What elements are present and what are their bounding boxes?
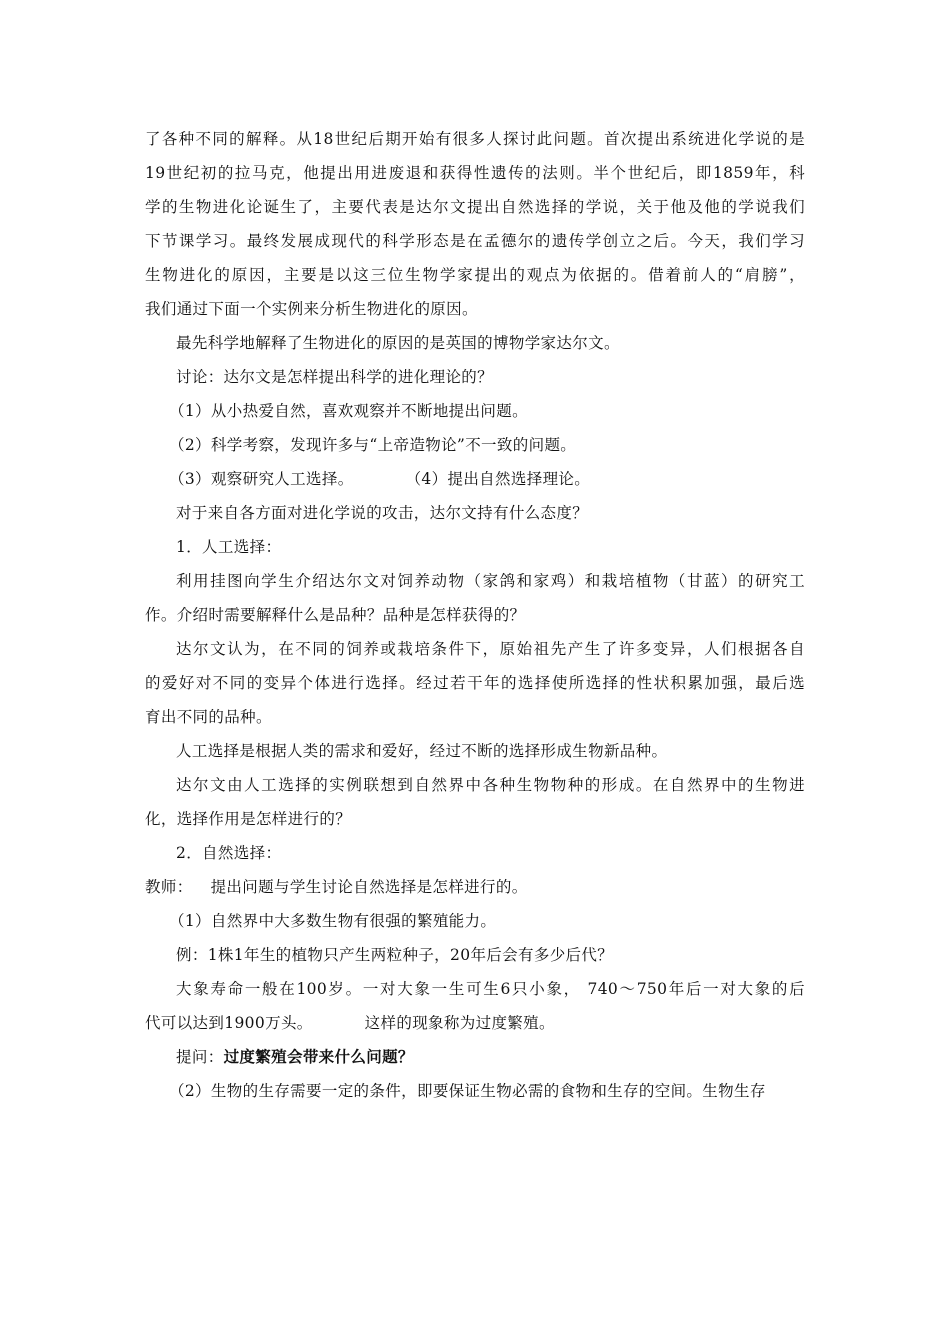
para1-line-4: 下节课学习。最终发展成现代的科学形态是在孟德尔的遗传学创立之后。今天，我们学习 bbox=[145, 232, 805, 250]
para1-line-2: 19世纪初的拉马克，他提出用进废退和获得性遗传的法则。半个世纪后，即1859年，科 bbox=[145, 164, 805, 182]
wallchart-line-2: 作。介绍时需要解释什么是品种？品种是怎样获得的？ bbox=[145, 606, 526, 624]
darwin-thinks-line-2: 的爱好对不同的变异个体进行选择。经过若干年的选择使所选择的性状积累加强，最后选 bbox=[145, 674, 805, 692]
list-item-2: （2）科学考察，发现许多与“上帝造物论”不一致的问题。 bbox=[169, 436, 577, 454]
elephant-line-1: 大象寿命一般在100岁。一对大象一生可生6只小象， 740～750年后一对大象的后 bbox=[176, 980, 805, 998]
artificial-selection-definition: 人工选择是根据人类的需求和爱好，经过不断的选择形成生物新品种。 bbox=[176, 742, 668, 760]
darwin-paragraph: 最先科学地解释了生物进化的原因的是英国的博物学家达尔文。 bbox=[176, 334, 620, 352]
attitude-question: 对于来自各方面对进化学说的攻击，达尔文持有什么态度？ bbox=[176, 504, 589, 522]
nature-line-2: 化，选择作用是怎样进行的？ bbox=[145, 810, 352, 828]
elephant-line-2 bbox=[145, 1006, 805, 1040]
darwin-thinks-line-3: 育出不同的品种。 bbox=[145, 708, 272, 726]
teacher-line bbox=[145, 870, 805, 904]
heading-artificial-selection: 1．人工选择： bbox=[176, 538, 282, 556]
reproduction-point: （1）自然界中大多数生物有很强的繁殖能力。 bbox=[169, 912, 497, 930]
list-items-3-4 bbox=[145, 462, 805, 496]
para1-line-3: 学的生物进化论诞生了，主要代表是达尔文提出自然选择的学说，关于他及他的学说我们 bbox=[145, 198, 805, 216]
question-line bbox=[145, 1040, 805, 1074]
teacher-text: 提出问题与学生讨论自然选择是怎样进行的。 bbox=[210, 878, 528, 896]
para1-line-5: 生物进化的原因，主要是以这三位生物学家提出的观点为依据的。借着前人的“肩膀”， bbox=[145, 266, 805, 284]
elephant-tail: 这样的现象称为过度繁殖。 bbox=[364, 1014, 555, 1032]
heading-natural-selection: 2．自然选择： bbox=[176, 844, 282, 862]
list-item-4: （4）提出自然选择理论。 bbox=[405, 470, 591, 488]
para1-line-1: 了各种不同的解释。从18世纪后期开始有很多人探讨此问题。首次提出系统进化学说的是 bbox=[145, 130, 805, 148]
list-item-3: （3）观察研究人工选择。 bbox=[169, 470, 354, 488]
question-text: 过度繁殖会带来什么问题？ bbox=[223, 1047, 414, 1066]
wallchart-line-1: 利用挂图向学生介绍达尔文对饲养动物（家鸽和家鸡）和栽培植物（甘蓝）的研究工 bbox=[176, 572, 805, 590]
nature-line-1: 达尔文由人工选择的实例联想到自然界中各种生物物种的形成。在自然界中的生物进 bbox=[176, 776, 805, 794]
plant-example: 例：1株1年生的植物只产生两粒种子，20年后会有多少后代？ bbox=[176, 946, 614, 964]
para1-line-6: 我们通过下面一个实例来分析生物进化的原因。 bbox=[145, 300, 478, 318]
darwin-thinks-line-1: 达尔文认为，在不同的饲养或栽培条件下，原始祖先产生了许多变异，人们根据各自 bbox=[176, 640, 805, 658]
question-label: 提问： bbox=[176, 1048, 224, 1066]
elephant-line-2-text: 代可以达到1900万头。 bbox=[145, 1014, 313, 1032]
teacher-label: 教师： bbox=[145, 878, 193, 896]
discussion-question: 讨论：达尔文是怎样提出科学的进化理论的？ bbox=[176, 368, 494, 386]
list-item-1: （1）从小热爱自然，喜欢观察并不断地提出问题。 bbox=[169, 402, 528, 420]
survival-point: （2）生物的生存需要一定的条件，即要保证生物必需的食物和生存的空间。生物生存 bbox=[169, 1082, 766, 1100]
document-body bbox=[145, 122, 805, 1108]
